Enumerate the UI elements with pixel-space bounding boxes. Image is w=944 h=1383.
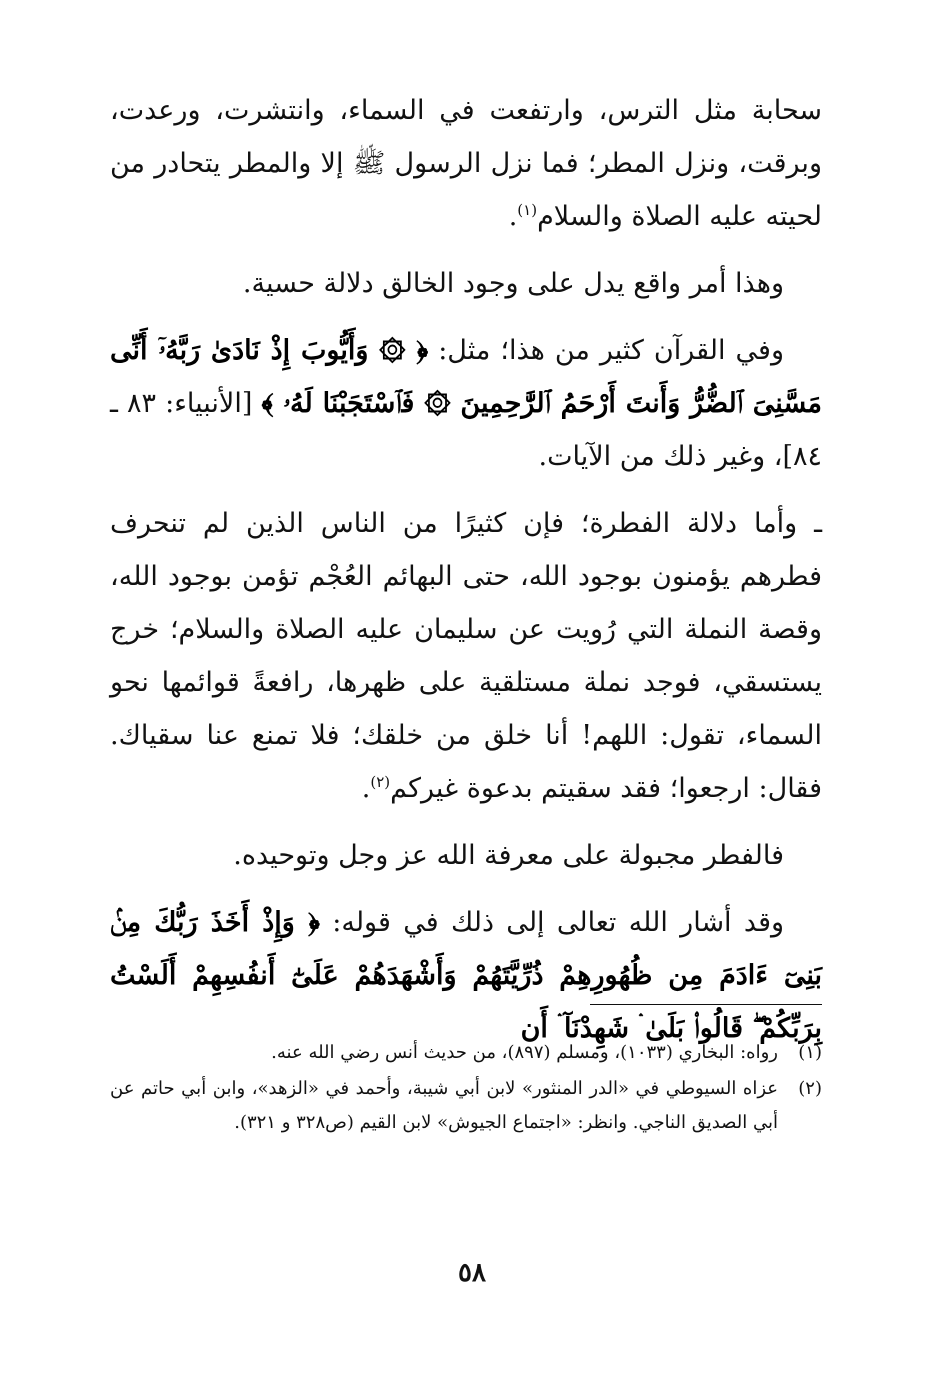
paragraph-rain-story [110,84,822,243]
footnote-text: رواه: البخاري (١٠٣٣)، ومسلم (٨٩٧)، من حديث أنس رضي الله عنه. [271,1042,778,1063]
quran-verse-ayyub: ﴿ ۞ وَأَيُّوبَ إِذْ نَادَىٰ رَبَّهُۥٓ أَنِّى مَسَّنِىَ ٱلضُّرُّ وَأَنتَ أَرْحَمُ ٱلرَّٰحِمِينَ ۞ فَٱسْتَجَبْنَا لَهُۥ ﴾ [110,335,823,419]
footnotes [110,1036,822,1142]
quran-verse-covenant: ﴿ وَإِذْ أَخَذَ رَبُّكَ مِنۢ بَنِىٓ ءَادَمَ مِن ظُهُورِهِمْ ذُرِّيَّتَهُمْ وَأَشْهَدَهُمْ عَلَىٰٓ أَنفُسِهِمْ أَلَسْتُ بِرَبِّكُمْ ۖ قَالُوا۟ بَلَىٰ ۛ شَهِدْنَآ ۛ أَن [110,907,822,1044]
paragraph-fitra-evidence [110,497,822,815]
paragraph-text-before: وقد أشار الله تعالى إلى ذلك في قوله: [319,907,785,938]
paragraph-text: فالفطر مجبولة على معرفة الله عز وجل وتوحيده. [233,840,784,871]
footnote-reference-2[interactable]: (٢) [370,773,391,791]
paragraph-text: وهذا أمر واقع يدل على وجود الخالق دلالة حسية. [242,268,784,299]
paragraph-quran-example [110,324,822,483]
paragraph-tail: . [361,773,371,804]
page-number: ٥٨ [458,1258,486,1288]
paragraph-covenant-verse [110,896,822,1055]
paragraph-sensory-evidence [110,257,822,310]
footnote-number: (١) [798,1042,822,1063]
paragraph-text: ـ وأما دلالة الفطرة؛ فإن كثيرًا من الناس الذين لم تنحرف فطرهم يؤمنون بوجود الله، حتى البهائم العُجْم تؤمن بوجود الله، وقصة النملة التي رُويت عن سليمان عليه الصلاة والسلام؛ خرج يستسقي، فوجد نملة مستلقية على ظهرها، رافعةً قوائمها نحو السماء، تقول: اللهم! أنا خلق من خلقك؛ فلا تمنع عنا سقياك. فقال: ارجعوا؛ فقد سقيتم بدعوة غيركم [110,508,822,804]
footnote-divider [590,1004,822,1005]
paragraph-tail: . [508,201,518,232]
footnote-number: (٢) [798,1078,822,1099]
paragraph-text: سحابة مثل الترس، وارتفعت في السماء، وانتشرت، ورعدت، وبرقت، ونزل المطر؛ فما نزل الرسول ﷺ إلا والمطر يتحادر من لحيته عليه الصلاة والسلام [110,95,822,232]
footnote-1 [110,1036,822,1070]
main-text [110,84,822,1069]
paragraph-text-before: وفي القرآن كثير من هذا؛ مثل: [428,335,784,366]
paragraph-text-after: [الأنبياء: ٨٣ ـ ٨٤]، وغير ذلك من الآيات. [110,388,822,472]
footnote-2 [110,1072,822,1140]
footnote-reference-1[interactable]: (١) [517,201,538,219]
paragraph-fitra-conclusion [110,829,822,882]
footnote-text: عزاه السيوطي في «الدر المنثور» لابن أبي شيبة، وأحمد في «الزهد»، وابن أبي حاتم عن أبي الصديق الناجي. وانظر: «اجتماع الجيوش» لابن القيم (ص٣٢٨ و ٣٢١). [110,1078,778,1133]
